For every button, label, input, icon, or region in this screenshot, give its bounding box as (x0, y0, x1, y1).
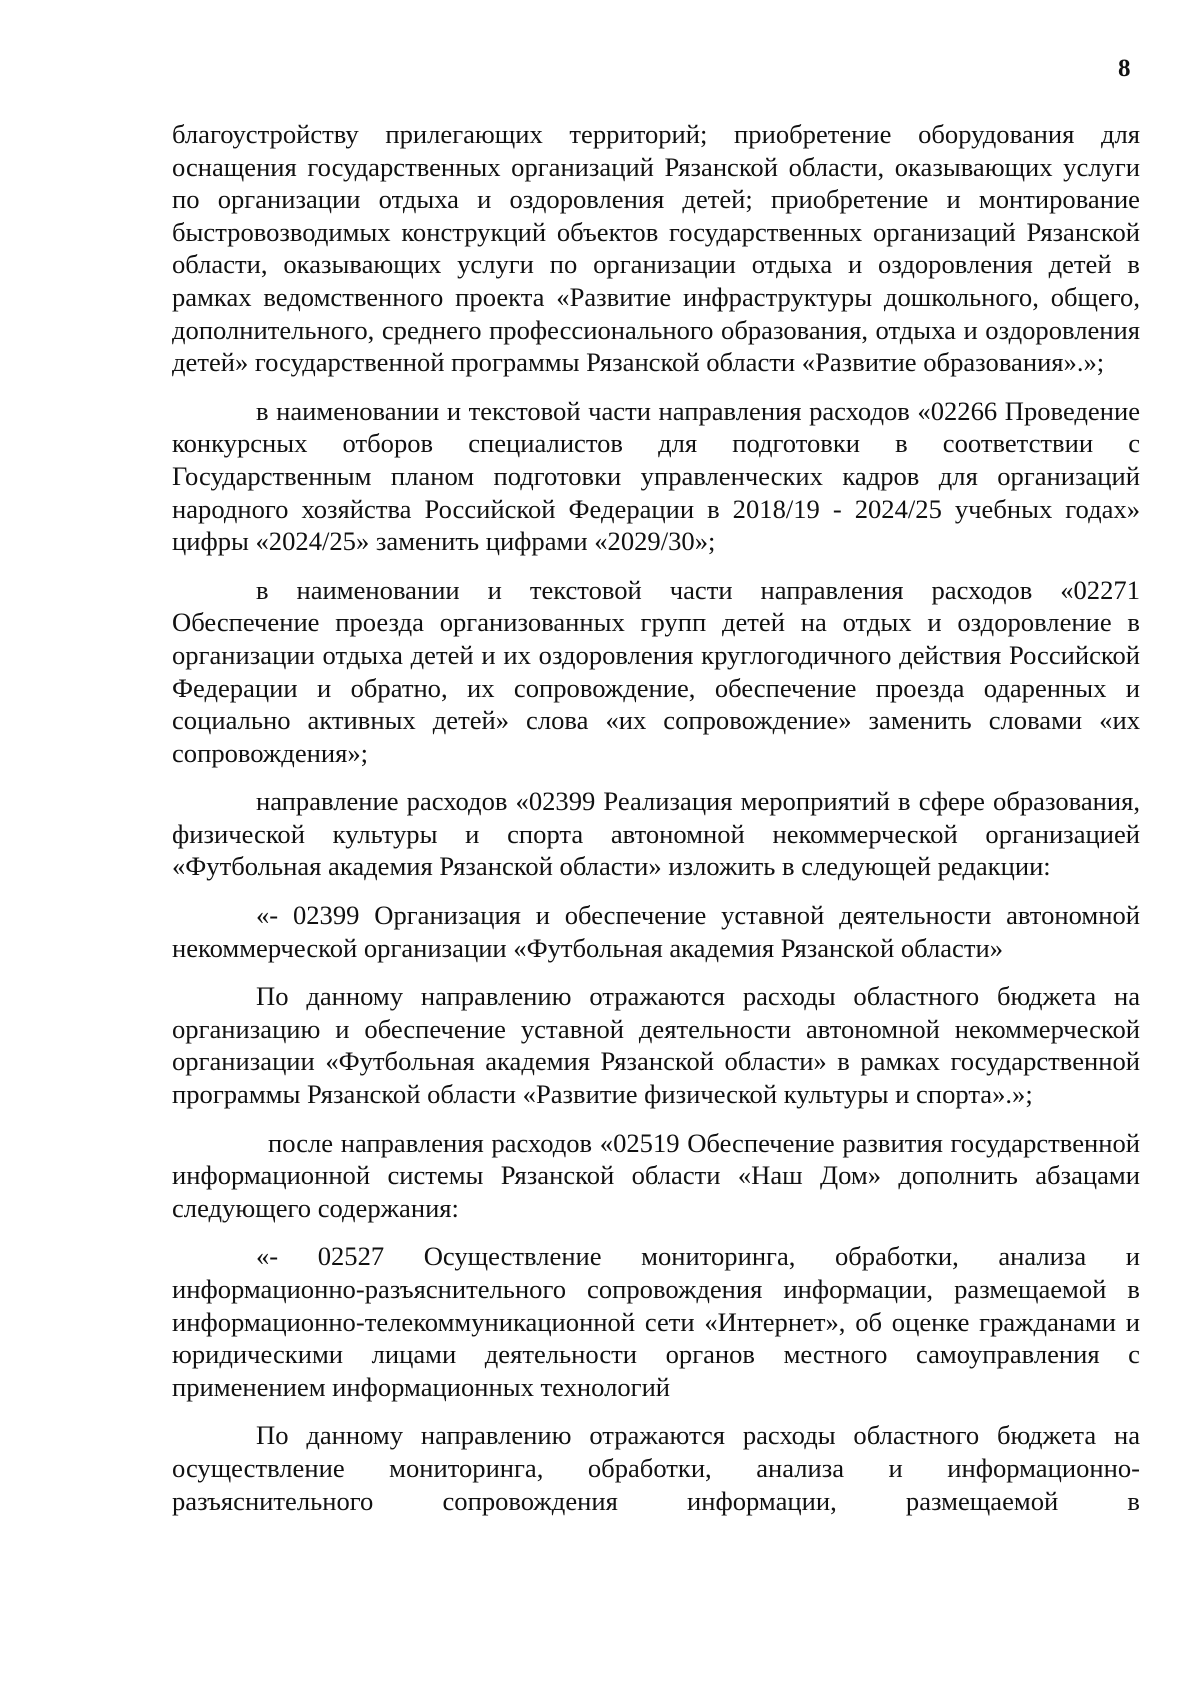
paragraph-1: благоустройству прилегающих территорий; приобретение оборудования для оснащения государственных организаций Рязанской области, оказывающих услуги по организации отдыха и оздоровления детей; приобретение и монтирование быстровозводимых конструкций объектов государственных организаций Рязанской области, оказывающих услуги по организации отдыха и оздоровления детей в рамках ведомственного проекта «Развитие инфраструктуры дошкольного, общего, дополнительного, среднего профессионального образования, отдыха и оздоровления детей» государственной программы Рязанской области «Развитие образования».»; (172, 119, 1140, 378)
paragraph-8: «- 02527 Осуществление мониторинга, обработки, анализа и информационно-разъяснительного сопровождения информации, размещаемой в информационно-телекоммуникационной сети «Интернет», об оценке гражданами и юридическими лицами деятельности органов местного самоуправления с применением информационных технологий (172, 1241, 1140, 1402)
document-body (172, 118, 1140, 1517)
page-number: 8 (1118, 55, 1131, 82)
paragraph-3: в наименовании и текстовой части направления расходов «02271 Обеспечение проезда организованных групп детей на отдых и оздоровление в организации отдыха детей и их оздоровления круглогодичного действия Российской Федерации и обратно, их сопровождение, обеспечение проезда одаренных и социально активных детей» слова «их сопровождение» заменить словами «их сопровождения»; (172, 574, 1140, 768)
paragraph-5: «- 02399 Организация и обеспечение уставной деятельности автономной некоммерческой организации «Футбольная академия Рязанской области» (172, 900, 1140, 963)
paragraph-4: направление расходов «02399 Реализация мероприятий в сфере образования, физической культуры и спорта автономной некоммерческой организацией «Футбольная академия Рязанской области» изложить в следующей редакции: (172, 786, 1140, 882)
paragraph-2: в наименовании и текстовой части направления расходов «02266 Проведение конкурсных отборов специалистов для подготовки в соответствии с Государственным планом подготовки управленческих кадров для организаций народного хозяйства Российской Федерации в 2018/19 - 2024/25 учебных годах» цифры «2024/25» заменить цифрами «2029/30»; (172, 395, 1140, 557)
paragraph-6: По данному направлению отражаются расходы областного бюджета на организацию и обеспечение уставной деятельности автономной некоммерческой организации «Футбольная академия Рязанской области» в рамках государственной программы Рязанской области «Развитие физической культуры и спорта».»; (172, 981, 1140, 1110)
paragraph-9: По данному направлению отражаются расходы областного бюджета на осуществление мониторинга, обработки, анализа и информационно-разъяснительного сопровождения информации, размещаемой в (172, 1420, 1140, 1516)
paragraph-7: после направления расходов «02519 Обеспечение развития государственной информационной системы Рязанской области «Наш Дом» дополнить абзацами следующего содержания: (172, 1127, 1140, 1223)
